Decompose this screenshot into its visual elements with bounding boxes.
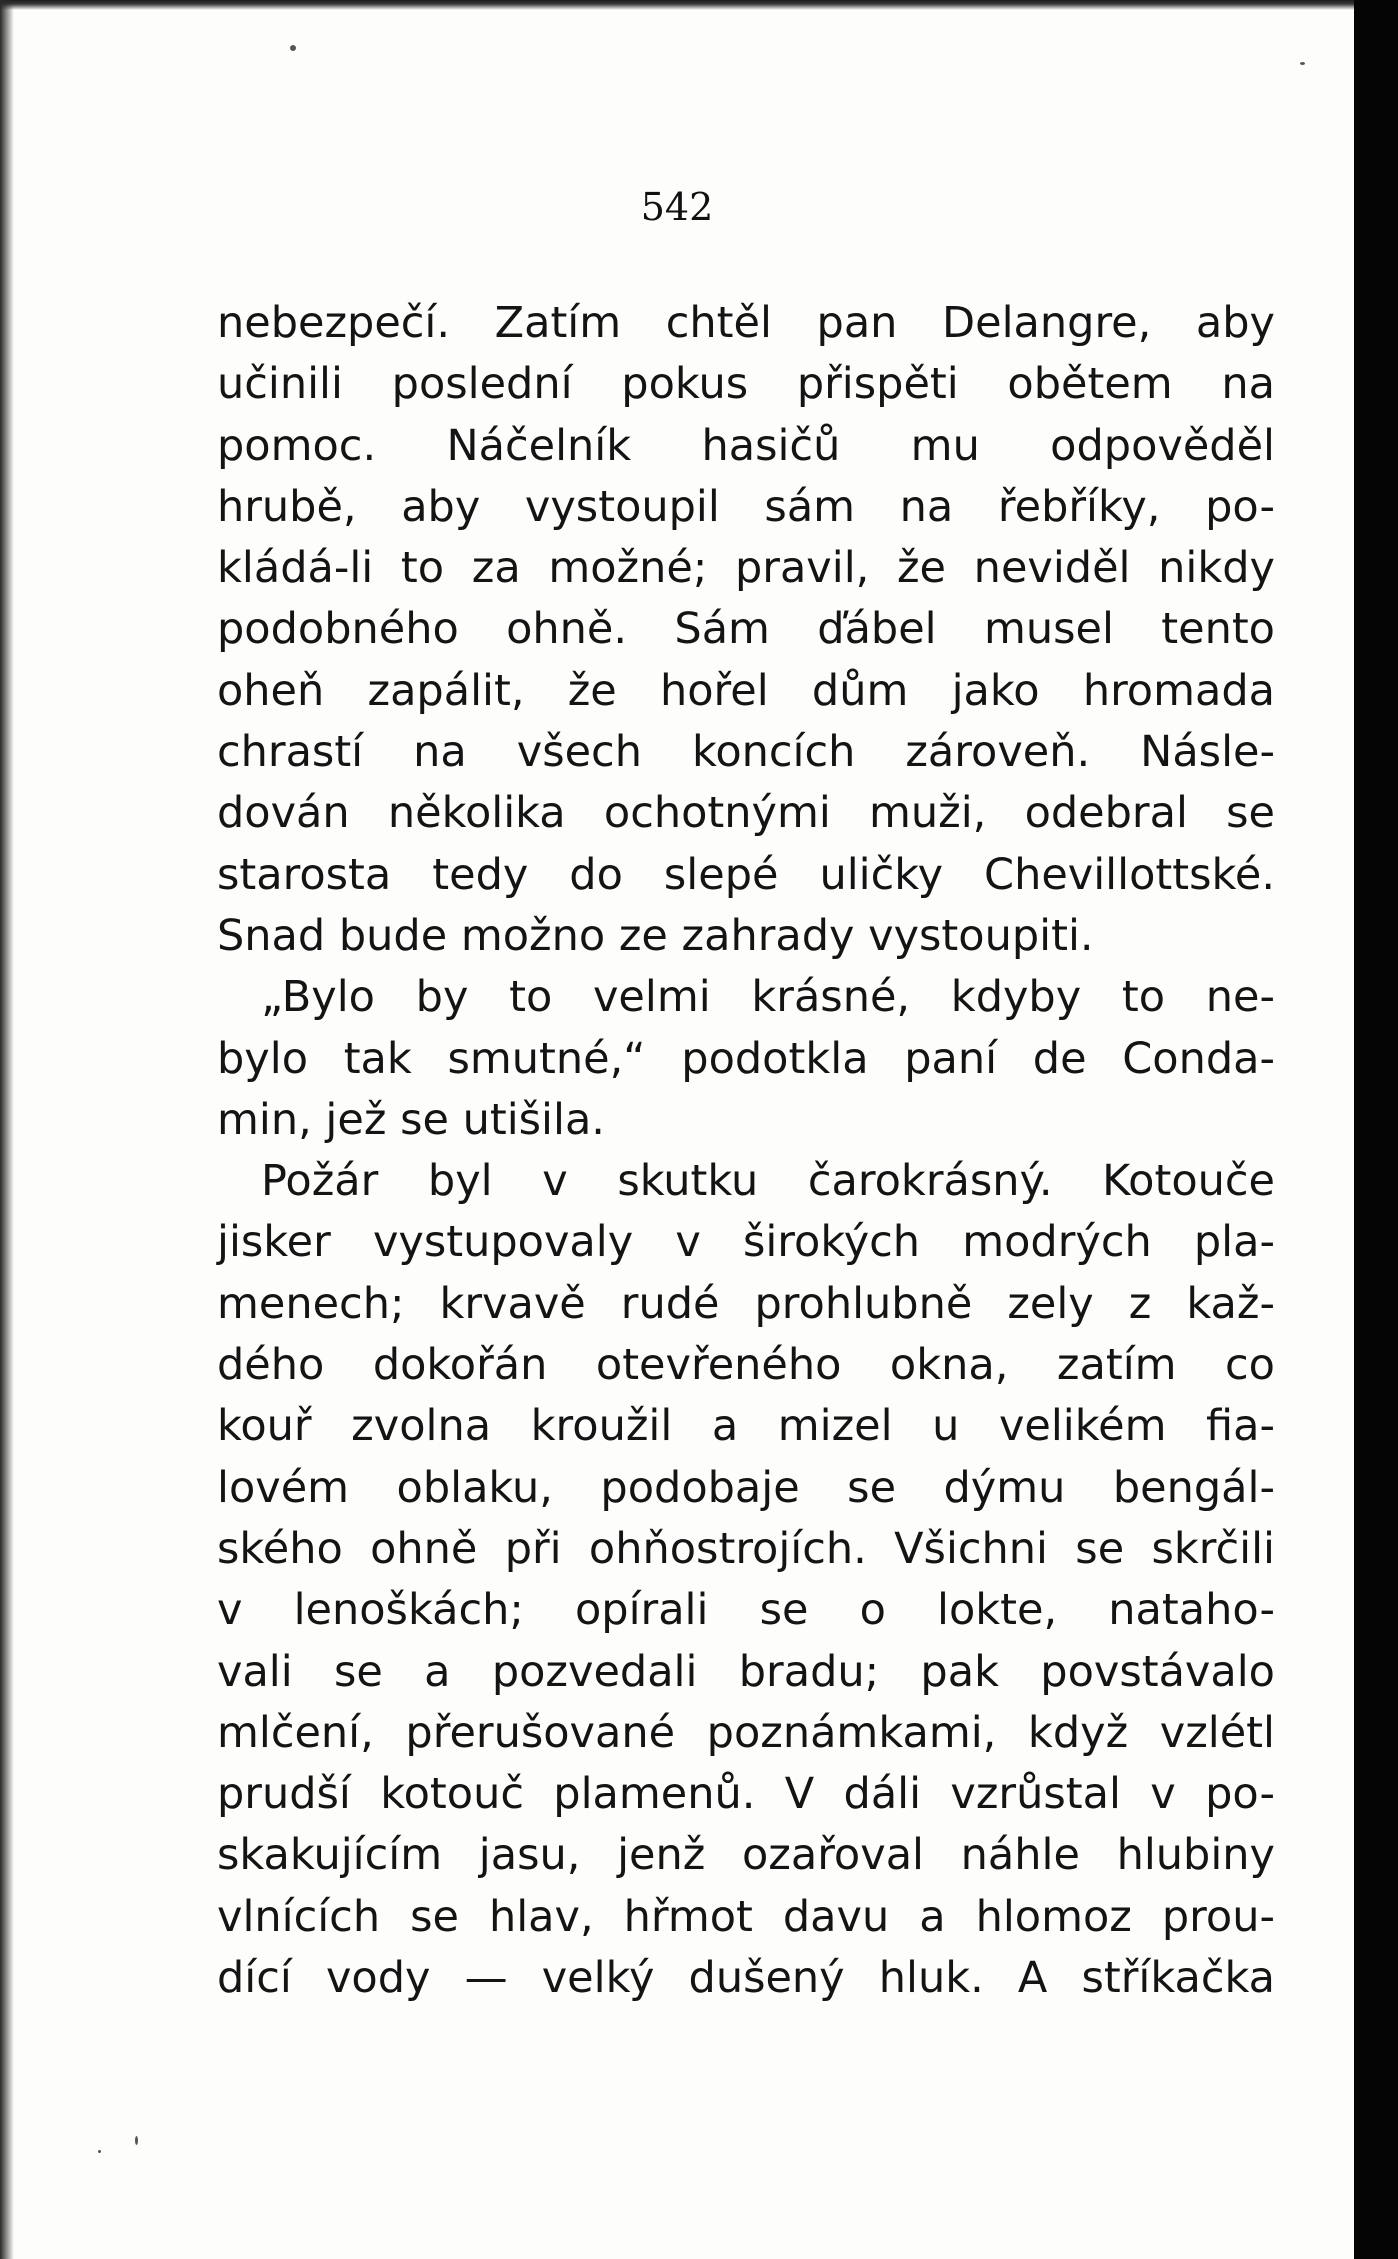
- text-line: kouř zvolna kroužil a mizel u velikém fia-: [217, 1401, 1275, 1452]
- text-line: vlnících se hlav, hřmot davu a hlomoz prou-: [217, 1891, 1275, 1942]
- text-line: oheň zapálit, že hořel dům jako hromada: [217, 665, 1275, 716]
- text-line: „Bylo by to velmi krásné, kdyby to ne-: [261, 972, 1275, 1023]
- text-line: ského ohně při ohňostrojích. Všichni se skrčili: [217, 1523, 1275, 1574]
- text-line: v lenoškách; opírali se o lokte, nataho-: [217, 1585, 1275, 1636]
- text-line: podobného ohně. Sám ďábel musel tento: [217, 604, 1275, 655]
- text-line: nebezpečí. Zatím chtěl pan Delangre, aby: [217, 298, 1275, 348]
- body-text: [217, 293, 1275, 2009]
- text-line: dící vody — velký dušený hluk. A stříkačka: [217, 1953, 1275, 2004]
- text-line: lovém oblaku, podobaje se dýmu bengál-: [217, 1462, 1275, 1513]
- text-line: hrubě, aby vystoupil sám na řebříky, po-: [217, 481, 1275, 532]
- page-number: 542: [640, 185, 714, 229]
- text-line: menech; krvavě rudé prohlubně zely z kaž-: [217, 1278, 1275, 1329]
- text-line: Požár byl v skutku čarokrásný. Kotouče: [261, 1156, 1275, 1207]
- text-line: vali se a pozvedali bradu; pak povstávalo: [217, 1646, 1275, 1697]
- paper-speck: [98, 2150, 101, 2153]
- page-top-edge-shadow: [0, 0, 1354, 10]
- text-line: mlčení, přerušované poznámkami, když vzlétl: [217, 1707, 1275, 1758]
- text-line: min, jež se utišila.: [217, 1094, 605, 1145]
- text-line: prudší kotouč plamenů. V dáli vzrůstal v po-: [217, 1769, 1275, 1820]
- text-line: pomoc. Náčelník hasičů mu odpověděl: [217, 420, 1275, 471]
- scan-border-right: [1354, 0, 1398, 2259]
- text-line: chrastí na všech koncích zároveň. Násle-: [217, 727, 1275, 778]
- paper-speck: [1300, 62, 1305, 65]
- page-left-edge-shadow: [0, 0, 14, 2259]
- text-line: starosta tedy do slepé uličky Chevillottské.: [217, 849, 1275, 900]
- text-line: učinili poslední pokus přispěti obětem na: [217, 359, 1275, 410]
- text-line: Snad bude možno ze zahrady vystoupiti.: [217, 910, 1094, 961]
- paper-speck: [290, 45, 296, 51]
- text-line: bylo tak smutné,“ podotkla paní de Conda-: [217, 1033, 1275, 1084]
- text-line: jisker vystupovaly v širokých modrých pla-: [217, 1217, 1275, 1268]
- paper-speck: [135, 2136, 138, 2145]
- text-line: dován několika ochotnými muži, odebral se: [217, 788, 1275, 839]
- text-line: dého dokořán otevřeného okna, zatím co: [217, 1340, 1275, 1391]
- text-line: kládá-li to za možné; pravil, že neviděl nikdy: [217, 543, 1275, 594]
- text-line: skakujícím jasu, jenž ozařoval náhle hlubiny: [217, 1830, 1275, 1881]
